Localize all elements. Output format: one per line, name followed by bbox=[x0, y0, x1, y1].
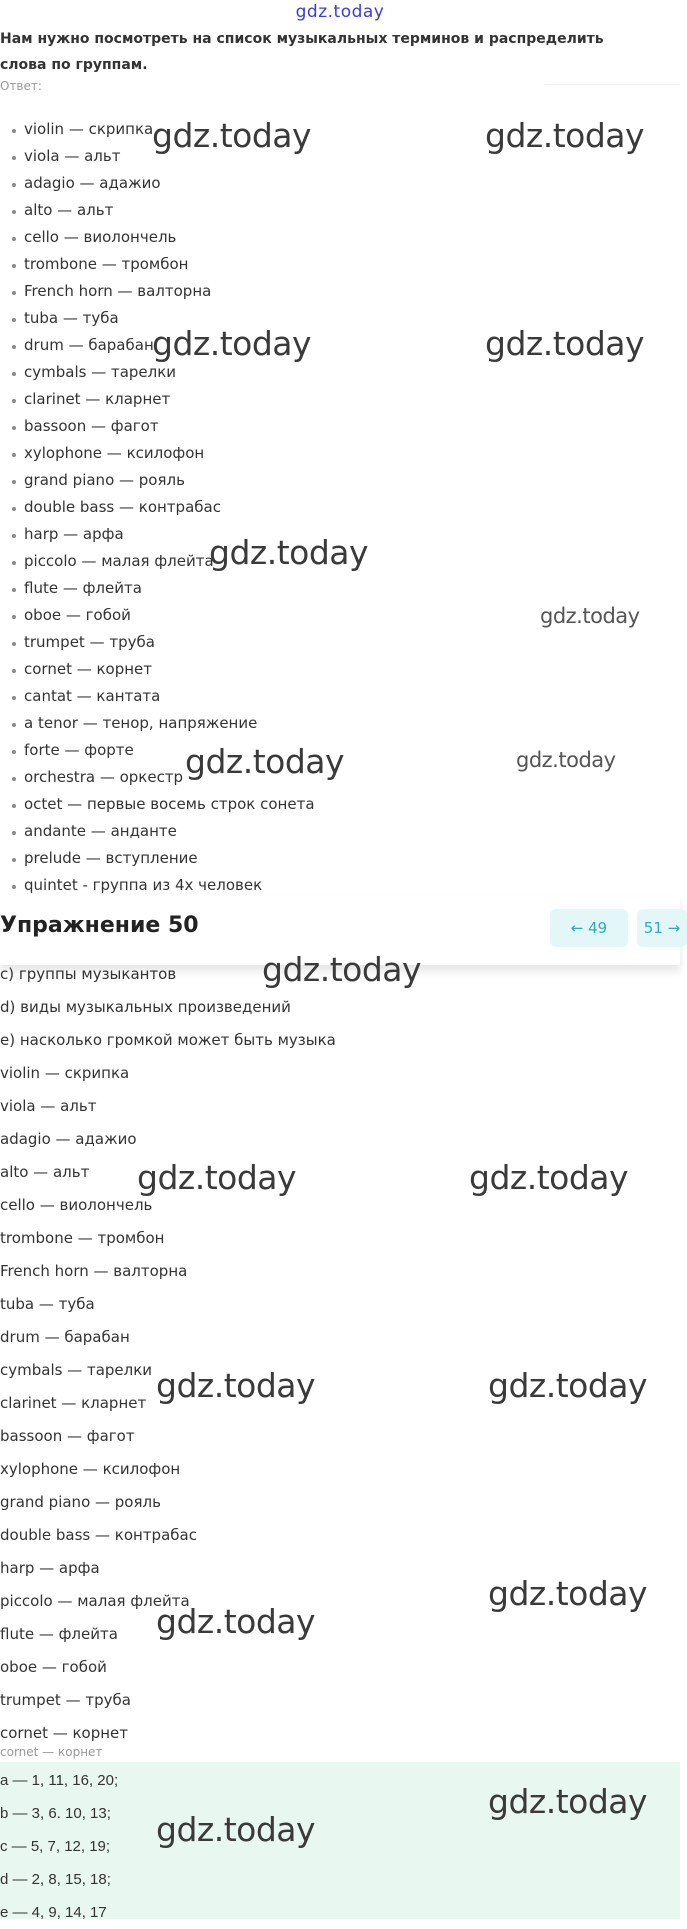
list-item: drum — барабан bbox=[0, 332, 315, 359]
watermark: gdz.today bbox=[485, 116, 645, 155]
answer-line: b — 3, 6. 10, 13; bbox=[0, 1805, 111, 1822]
list-item: piccolo — малая флейта bbox=[0, 548, 315, 575]
list-item: adagio — адажио bbox=[0, 170, 315, 197]
list-item: xylophone — ксилофон bbox=[0, 440, 315, 467]
list-item: a tenor — тенор, напряжение bbox=[0, 710, 315, 737]
watermark: gdz.today bbox=[137, 1158, 297, 1197]
prev-exercise-button[interactable]: ← 49 bbox=[550, 909, 628, 947]
watermark: gdz.today bbox=[485, 324, 645, 363]
list-item: violin — скрипка bbox=[0, 116, 315, 143]
list-item: double bass — контрабас bbox=[0, 1526, 197, 1544]
intro-text: Нам нужно посмотреть на список музыкальных терминов и распределить слова по группам. bbox=[0, 31, 604, 73]
list-item: harp — арфа bbox=[0, 521, 315, 548]
watermark: gdz.today bbox=[540, 604, 640, 628]
list-item: harp — арфа bbox=[0, 1559, 100, 1577]
list-item: flute — флейта bbox=[0, 1625, 118, 1643]
watermark: gdz.today bbox=[488, 1574, 648, 1613]
list-item: andante — анданте bbox=[0, 818, 315, 845]
list-item: cello — виолончель bbox=[0, 1196, 153, 1214]
watermark: gdz.today bbox=[209, 533, 369, 572]
clipped-label bbox=[0, 79, 640, 93]
list-item: piccolo — малая флейта bbox=[0, 1592, 190, 1610]
list-item: forte — форте bbox=[0, 737, 315, 764]
list-item: oboe — гобой bbox=[0, 1658, 107, 1676]
list-item: clarinet — кларнет bbox=[0, 1394, 147, 1412]
clipped-label bbox=[0, 1745, 120, 1760]
list-item: tuba — туба bbox=[0, 305, 315, 332]
list-item: trumpet — труба bbox=[0, 1691, 131, 1709]
list-item: trombone — тромбон bbox=[0, 1229, 165, 1247]
answer-line: d — 2, 8, 15, 18; bbox=[0, 1871, 111, 1888]
watermark: gdz.today bbox=[488, 1782, 648, 1821]
watermark: gdz.today bbox=[156, 1366, 316, 1405]
list-item: bassoon — фагот bbox=[0, 413, 315, 440]
watermark: gdz.today bbox=[488, 1366, 648, 1405]
list-item: trombone — тромбон bbox=[0, 251, 315, 278]
clipped-label-text: Ответ: bbox=[0, 79, 42, 93]
list-item: xylophone — ксилофон bbox=[0, 1460, 181, 1478]
list-item: cantat — кантата bbox=[0, 683, 315, 710]
list-item: trumpet — труба bbox=[0, 629, 315, 656]
exercise-title: Упражнение 50 bbox=[0, 913, 199, 938]
list-item: alto — альт bbox=[0, 197, 315, 224]
watermark: gdz.today bbox=[516, 748, 616, 772]
list-item: viola — альт bbox=[0, 1097, 97, 1115]
list-item: orchestra — оркестр bbox=[0, 764, 315, 791]
list-item: viola — альт bbox=[0, 143, 315, 170]
list-item: cymbals — тарелки bbox=[0, 1361, 153, 1379]
watermark: gdz.today bbox=[156, 1810, 316, 1849]
answer-line: a — 1, 11, 16, 20; bbox=[0, 1772, 119, 1789]
watermark: gdz.today bbox=[469, 1158, 629, 1197]
list-item: grand piano — рояль bbox=[0, 467, 315, 494]
watermark: gdz.today bbox=[156, 1602, 316, 1641]
list-item: quintet - группа из 4х человек bbox=[0, 872, 315, 899]
list-item: cornet — корнет bbox=[0, 1724, 129, 1742]
watermark: gdz.today bbox=[262, 950, 422, 989]
list-item: double bass — контрабас bbox=[0, 494, 315, 521]
list-item: clarinet — кларнет bbox=[0, 386, 315, 413]
list-item: grand piano — рояль bbox=[0, 1493, 161, 1511]
answer-line: c — 5, 7, 12, 19; bbox=[0, 1838, 111, 1855]
list-item: octet — первые восемь строк сонета bbox=[0, 791, 315, 818]
list-item: tuba — туба bbox=[0, 1295, 95, 1313]
list-item: adagio — адажио bbox=[0, 1130, 137, 1148]
background-nav-strip bbox=[545, 78, 680, 85]
site-logo[interactable]: gdz.today bbox=[295, 2, 385, 22]
watermark: gdz.today bbox=[152, 324, 312, 363]
clipped-label-text: cornet — корнет bbox=[0, 1745, 103, 1759]
list-item: oboe — гобой bbox=[0, 602, 315, 629]
list-item: alto — альт bbox=[0, 1163, 90, 1181]
list-item: d) виды музыкальных произведений bbox=[0, 998, 291, 1016]
watermark: gdz.today bbox=[152, 116, 312, 155]
list-item: French horn — валторна bbox=[0, 1262, 188, 1280]
list-item: prelude — вступление bbox=[0, 845, 315, 872]
watermark: gdz.today bbox=[185, 742, 345, 781]
list-item: flute — флейта bbox=[0, 575, 315, 602]
list-item: e) насколько громкой может быть музыка bbox=[0, 1031, 336, 1049]
list-item: bassoon — фагот bbox=[0, 1427, 135, 1445]
list-item: c) группы музыкантов bbox=[0, 965, 177, 983]
list-item: drum — барабан bbox=[0, 1328, 130, 1346]
next-exercise-button[interactable]: 51 → bbox=[637, 909, 687, 947]
list-item: cello — виолончель bbox=[0, 224, 315, 251]
answer-line: e — 4, 9, 14, 17 bbox=[0, 1904, 107, 1921]
list-item: violin — скрипка bbox=[0, 1064, 130, 1082]
list-item: French horn — валторна bbox=[0, 278, 315, 305]
list-item: cornet — корнет bbox=[0, 656, 315, 683]
list-item: cymbals — тарелки bbox=[0, 359, 315, 386]
vocabulary-list bbox=[0, 116, 315, 899]
